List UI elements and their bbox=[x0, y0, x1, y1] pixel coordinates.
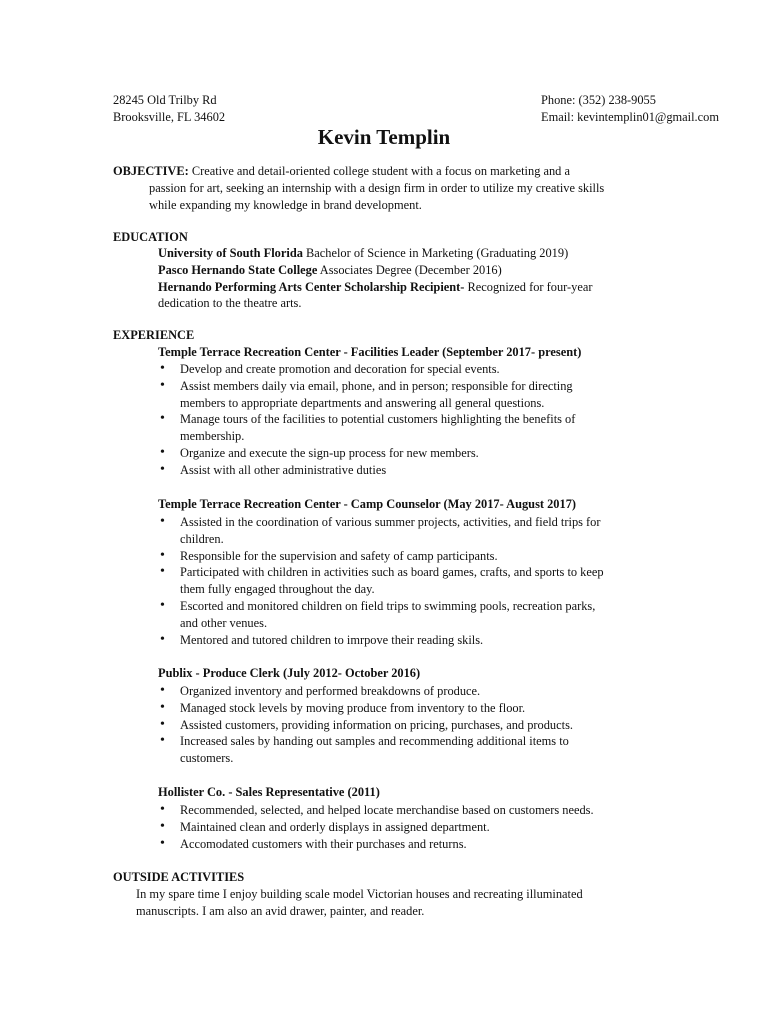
objective-label: OBJECTIVE: bbox=[113, 164, 189, 178]
job-bullets bbox=[158, 361, 658, 479]
education-list bbox=[158, 245, 648, 312]
street-address: 28245 Old Trilby Rd bbox=[113, 93, 217, 107]
list-item: • Maintained clean and orderly displays in assigned department. bbox=[158, 819, 658, 836]
job-bullets bbox=[158, 683, 658, 767]
education-item bbox=[158, 262, 648, 279]
list-item: • Organize and execute the sign-up process for new members. bbox=[158, 445, 658, 462]
job-title: Temple Terrace Recreation Center - Camp Counselor (May 2017- August 2017) bbox=[158, 497, 577, 511]
degree-detail: Associates Degree (December 2016) bbox=[317, 262, 502, 277]
address-block bbox=[113, 92, 225, 126]
outside-activities-heading: OUTSIDE ACTIVITIES bbox=[113, 870, 245, 884]
education-item bbox=[158, 245, 648, 262]
phone-number: Phone: (352) 238-9055 bbox=[541, 93, 656, 107]
job-bullets bbox=[158, 514, 658, 648]
outside-line-2: manuscripts. I am also an avid drawer, painter, and reader. bbox=[136, 903, 425, 918]
job-title: Temple Terrace Recreation Center - Facilities Leader (September 2017- present) bbox=[158, 345, 582, 359]
education-heading: EDUCATION bbox=[113, 230, 188, 244]
objective-section bbox=[113, 163, 643, 213]
email-address: Email: kevintemplin01@gmail.com bbox=[541, 109, 719, 124]
job-title: Hollister Co. - Sales Representative (2011) bbox=[158, 785, 380, 799]
objective-line-3: while expanding my knowledge in brand development. bbox=[149, 197, 422, 212]
objective-line-2: passion for art, seeking an internship with a design firm in order to utilize my creative skills bbox=[149, 180, 605, 195]
education-item bbox=[158, 279, 648, 296]
experience-heading: EXPERIENCE bbox=[113, 328, 195, 342]
education-continuation: dedication to the theatre arts. bbox=[158, 296, 302, 311]
outside-activities-text bbox=[136, 886, 636, 920]
list-item: • Assist with all other administrative duties bbox=[158, 462, 658, 479]
school-name: Hernando Performing Arts Center Scholarship Recipient- bbox=[158, 279, 465, 294]
list-item: • Assisted customers, providing information on pricing, purchases, and products. bbox=[158, 717, 658, 734]
list-item: • Accomodated customers with their purchases and returns. bbox=[158, 836, 658, 853]
list-item: • Escorted and monitored children on field trips to swimming pools, recreation parks, and other venues. bbox=[158, 598, 658, 632]
list-item: • Participated with children in activities such as board games, crafts, and sports to keep them fully engaged throughout the day. bbox=[158, 564, 658, 598]
list-item: • Assist members daily via email, phone, and in person; responsible for directing members to appropriate departments and answering all general questions. bbox=[158, 378, 658, 412]
list-item: • Recommended, selected, and helped locate merchandise based on customers needs. bbox=[158, 802, 658, 819]
candidate-name: Kevin Templin bbox=[317, 125, 451, 149]
list-item: • Organized inventory and performed breakdowns of produce. bbox=[158, 683, 658, 700]
city-state-zip: Brooksville, FL 34602 bbox=[113, 109, 226, 124]
school-name: Pasco Hernando State College bbox=[158, 262, 318, 277]
list-item: • Responsible for the supervision and safety of camp participants. bbox=[158, 548, 658, 565]
objective-line-1: Creative and detail-oriented college student with a focus on marketing and a bbox=[188, 164, 570, 178]
list-item: • Develop and create promotion and decoration for special events. bbox=[158, 361, 658, 378]
school-name: University of South Florida bbox=[158, 246, 303, 260]
list-item: • Managed stock levels by moving produce from inventory to the floor. bbox=[158, 700, 658, 717]
job-bullets bbox=[158, 802, 658, 852]
degree-detail: Recognized for four-year bbox=[464, 279, 593, 294]
contact-block bbox=[541, 92, 719, 126]
outside-line-1: In my spare time I enjoy building scale model Victorian houses and recreating illuminated bbox=[136, 887, 583, 901]
list-item: • Mentored and tutored children to imrpove their reading skils. bbox=[158, 632, 658, 649]
list-item: • Assisted in the coordination of various summer projects, activities, and field trips for children. bbox=[158, 514, 658, 548]
list-item: • Increased sales by handing out samples and recommending additional items to customers. bbox=[158, 733, 658, 767]
list-item: • Manage tours of the facilities to potential customers highlighting the benefits of membership. bbox=[158, 411, 658, 445]
job-title: Publix - Produce Clerk (July 2012- October 2016) bbox=[158, 666, 421, 680]
degree-detail: Bachelor of Science in Marketing (Graduating 2019) bbox=[302, 246, 569, 260]
